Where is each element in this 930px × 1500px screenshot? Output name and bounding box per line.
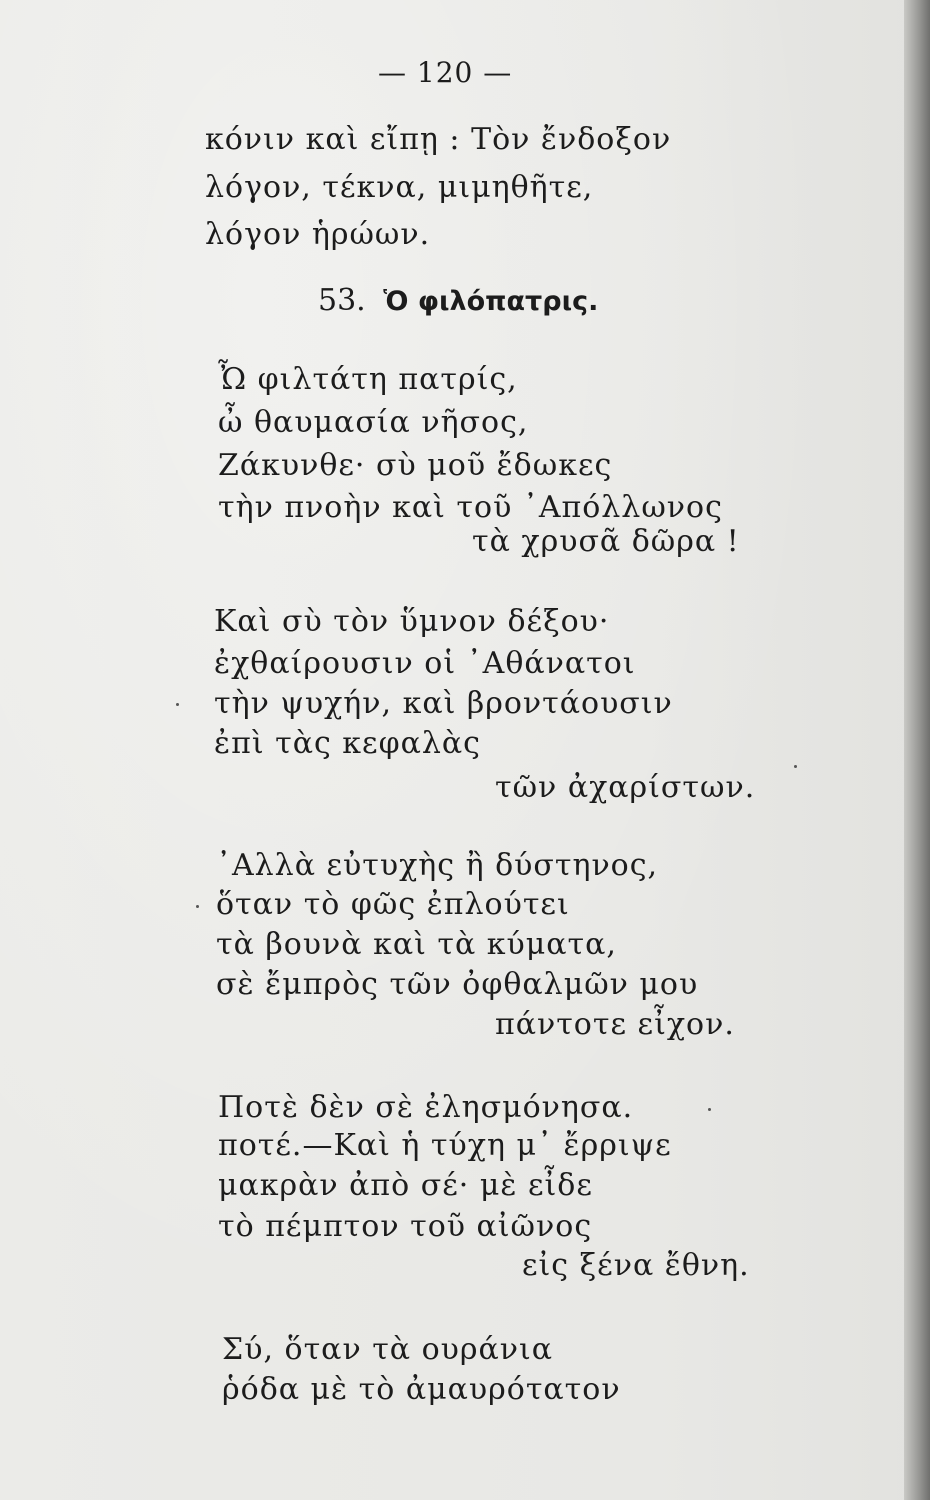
verse-line: ὅταν τὸ φῶς ἐπλούτει [216,887,570,922]
print-speck [196,905,199,908]
verse-line-indented: εἰς ξένα ἔθνη. [522,1248,750,1283]
verse-line: ἐχθαίρουσιν οἱ ᾿Αθάνατοι [214,646,636,681]
verse-line: σὲ ἔμπρὸς τῶν ὀφθαλμῶν μου [216,967,699,1002]
verse-line: ῥόδα μὲ τὸ ἀμαυρότατον [222,1372,621,1407]
prose-line: κόνιν καὶ εἴπῃ : Τὸν ἔνδοξον [205,122,672,157]
verse-line: μακρὰν ἀπὸ σέ· μὲ εἶδε [218,1168,593,1203]
verse-line: ἐπὶ τὰς κεφαλὰς [214,726,481,761]
print-speck [708,1108,711,1111]
poem-heading [318,283,598,318]
verse-line: τὰ βουνὰ καὶ τὰ κύματα, [216,927,617,962]
verse-line-indented: τῶν ἀχαρίστων. [495,770,756,805]
prose-line: λόγον ἡρώων. [205,217,431,252]
verse-line: Καὶ σὺ τὸν ὕμνον δέξου· [214,604,610,639]
verse-line: ποτέ.—Καὶ ἡ τύχη μ᾿ ἔρριψε [218,1128,672,1163]
verse-line: τὴν ψυχήν, καὶ βροντάουσιν [214,686,673,721]
page-number: — 120 — [378,56,513,89]
verse-line: ᾿Αλλὰ εὐτυχὴς ἢ δύστηνος, [216,848,659,883]
verse-line: Ζάκυνθε· σὺ μοῦ ἔδωκες [218,448,613,483]
verse-line: τὴν πνοὴν καὶ τοῦ ᾿Απόλλωνος [218,490,723,525]
verse-line: ὦ θαυμασία νῆσος, [218,405,529,440]
verse-line-indented: πάντοτε εἶχον. [495,1007,735,1042]
verse-line: Σύ, ὅταν τὰ ουράνια [222,1332,554,1367]
page-edge-shadow [904,0,930,1500]
verse-line: Ποτὲ δὲν σὲ ἐλησμόνησα. [218,1090,634,1125]
print-speck [794,765,797,768]
verse-line-indented: τὰ χρυσᾶ δῶρα ! [472,524,740,559]
verse-line: Ὦ φιλτάτη πατρίς, [218,362,518,397]
poem-number: 53. [318,283,366,318]
print-speck [176,703,179,706]
prose-line: λόγον, τέκνα, μιμηθῆτε, [205,170,594,205]
verse-line: τὸ πέμπτον τοῦ αἰῶνος [218,1209,593,1244]
poem-title: Ὁ φιλόπατρις. [383,286,599,317]
